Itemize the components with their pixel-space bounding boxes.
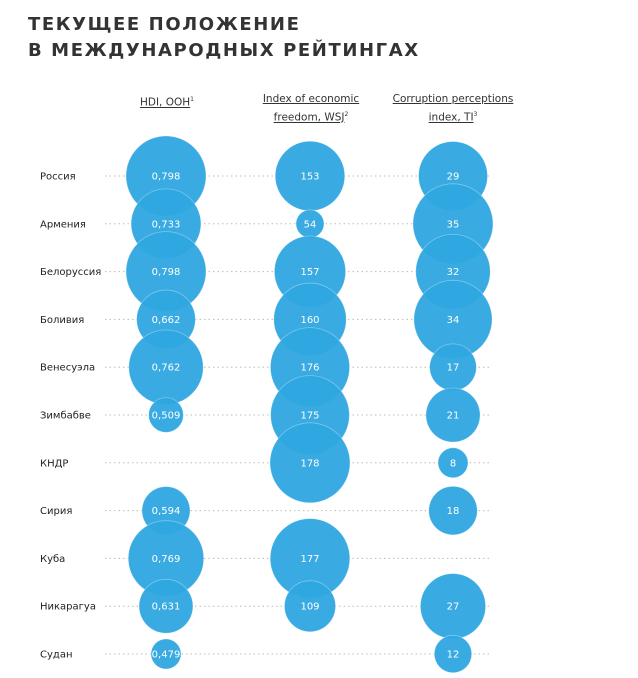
column-header-ief: Index of economic freedom, WSJ$^2$ [262,93,360,124]
bubble-value-label: 0,733 [151,219,181,231]
bubble-value-label: 12 [446,649,460,661]
bubble-value-label: 0,798 [151,171,181,183]
bubble-value-label: 153 [300,171,320,183]
bubble-value-label: 157 [300,267,320,279]
column-header-cpi: Corruption perceptions index, $TI^3$ [392,93,514,124]
row-label: Боливия [40,314,85,326]
bubble-value-label: 27 [446,601,460,613]
bubble-value-label: 0,798 [151,267,181,279]
chart-title-line2: В МЕЖДУНАРОДНЫХ РЕЙТИНГАХ [28,40,420,61]
bubble-value-label: 160 [300,314,320,326]
bubble-value-label: 0,631 [151,601,181,613]
bubble-value-label: 18 [446,506,460,518]
bubble-value-label: 34 [446,314,460,326]
bubble-value-label: 176 [300,362,320,374]
bubble-value-label: 0,662 [151,314,181,326]
bubble-value-label: 21 [446,410,460,422]
row-label: Венесуэла [40,362,96,374]
bubble-value-label: 175 [300,410,320,422]
bubble-value-label: 54 [303,219,317,231]
bubble-value-label: 0,769 [151,553,181,565]
row-label: Сирия [40,506,73,518]
bubble-value-label: 177 [300,553,320,565]
row-label: Никарагуа [40,601,96,613]
bubble-value-label: 0,509 [151,410,181,422]
bubble-value-label: 17 [446,362,460,374]
row-label: Куба [40,553,66,565]
bubble-value-label: 0,762 [151,362,181,374]
bubble-value-label: 178 [300,458,320,470]
row-label: Зимбабве [40,410,91,422]
row-label: Армения [40,219,86,231]
bubble-value-label: 35 [446,219,460,231]
bubble-value-label: 32 [446,267,460,279]
column-header-hdi: HDI, ООН$^1$ [139,96,194,109]
row-label: Россия [40,171,76,183]
row-label: Белоруссия [40,267,102,279]
bubble-value-label: 0,594 [151,506,181,518]
row-label: Судан [40,649,73,661]
bubble-value-label: 0,479 [151,649,181,661]
bubble-value-label: 109 [300,601,320,613]
row-label: КНДР [40,458,69,470]
chart-title-line1: ТЕКУЩЕЕ ПОЛОЖЕНИЕ [28,14,301,35]
bubble-value-label: 29 [446,171,460,183]
bubble-value-label: 8 [449,458,457,470]
